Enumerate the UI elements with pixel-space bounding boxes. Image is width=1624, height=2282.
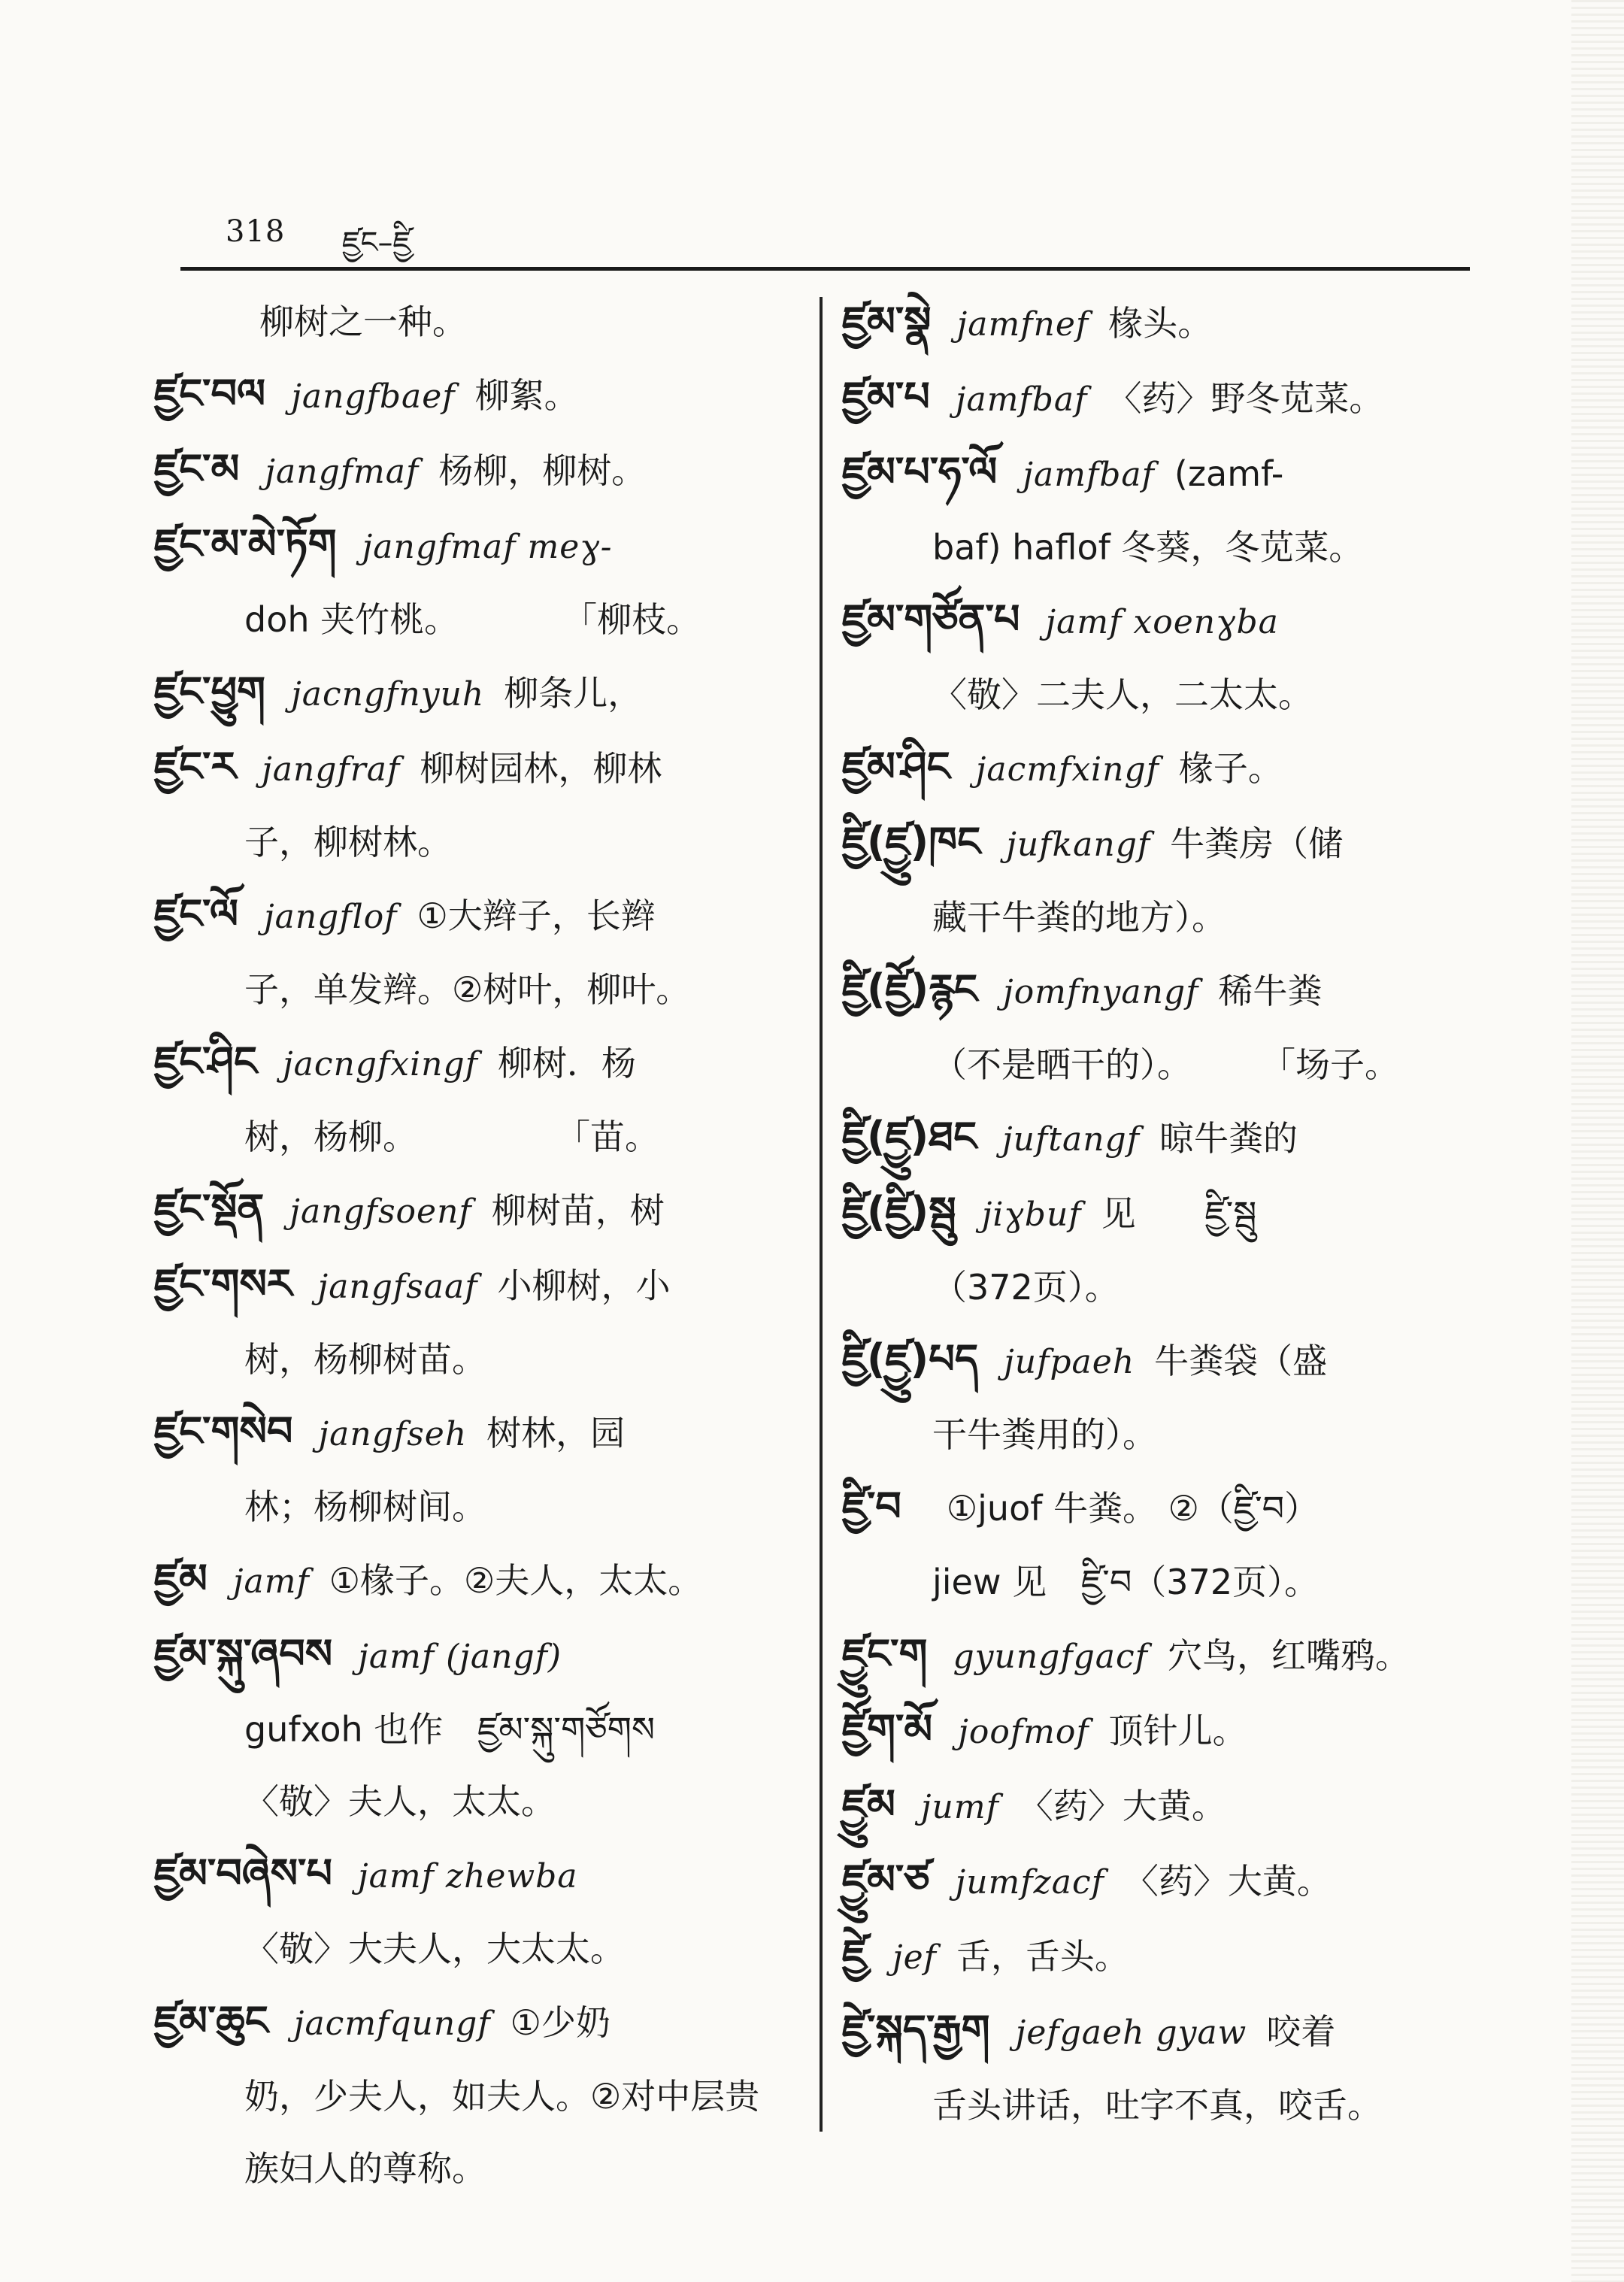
- romanization: jacngfxingf: [282, 1045, 478, 1083]
- tibetan-headword: ཛྱང་སྡོན: [154, 1185, 265, 1232]
- entry-headline: [842, 806, 1474, 881]
- romanization: jangfbaef: [291, 377, 456, 416]
- romanization: joofmof: [958, 1713, 1089, 1751]
- dictionary-entry: [154, 358, 801, 433]
- tibetan-headword: ཛྱོག་མོ: [842, 1705, 933, 1753]
- running-head: ཛྱང–ཛྱི: [342, 226, 411, 260]
- entry-headline: [842, 1176, 1474, 1251]
- column-divider: [820, 297, 823, 2132]
- definition: ①椽子。②夫人，太太。: [329, 1560, 703, 1601]
- definition: 顶针儿。: [1108, 1711, 1247, 1751]
- definition: 〈药〉大黄。: [1123, 1861, 1332, 1902]
- definition-continuation: doh 夹竹桃。 「柳枝。: [244, 599, 701, 640]
- dictionary-entry: [842, 1919, 1474, 1994]
- tibetan-headword: ཛྱང་ལོ: [154, 890, 238, 938]
- dictionary-entry: [842, 1323, 1474, 1471]
- entry-headline: [154, 656, 801, 731]
- entry-headline: [154, 433, 801, 508]
- romanization: jangfmaf: [265, 453, 420, 491]
- romanization: gyungfgacf: [953, 1638, 1148, 1676]
- tibetan-headword: ཛྱམ་གཙོན་པ: [842, 596, 1020, 643]
- definition-continuation: 藏干牛粪的地方）。: [932, 897, 1226, 938]
- romanization: jufkangf: [1006, 826, 1151, 864]
- entry-headline: [842, 436, 1474, 511]
- definition-continuation: 舌头讲话，吐字不真，咬舌。: [932, 2085, 1382, 2126]
- definition: 〈药〉野冬苋菜。: [1107, 378, 1384, 419]
- romanization: jacmfqungf: [293, 2005, 491, 2043]
- tibetan-headword: ཛྱམ་པ་ཧ་ལོ: [842, 448, 998, 495]
- definition: ①少奶: [510, 2002, 611, 2043]
- dictionary-entry: [154, 1838, 801, 1985]
- definition-continuation: 子，柳树林。: [244, 822, 452, 862]
- dictionary-entry: [154, 2132, 801, 2205]
- tibetan-headword: ཛྱམ་སྣེ: [842, 298, 932, 345]
- tibetan-headword: ཛྱེ་སྐད་རྒྱག: [842, 2006, 990, 2053]
- entry-headline: [154, 878, 801, 953]
- romanization: jacngfnyuh: [291, 675, 485, 714]
- entry-headline: [154, 1838, 801, 1913]
- romanization: jamf (jangf): [358, 1638, 562, 1676]
- definition: 晾牛粪的: [1159, 1118, 1298, 1159]
- definition: ①大辫子，长辫: [417, 896, 656, 936]
- definition: 牛粪袋（盛: [1154, 1341, 1328, 1381]
- definition: 咬着: [1266, 2011, 1336, 2052]
- dictionary-entry: [842, 361, 1474, 436]
- dictionary-entry: [154, 1618, 801, 1765]
- page-number: 318: [226, 214, 286, 249]
- right-column: [842, 286, 1474, 2141]
- romanization: jangfmaf meɣ-: [362, 528, 613, 566]
- definition-continuation: 〈敬〉二夫人，二太太。: [932, 674, 1313, 715]
- dictionary-entry: [154, 1396, 801, 1543]
- tibetan-headword: ཛྱམ་སྐུ་ཞབས: [154, 1630, 333, 1677]
- definition: 柳树苗，树: [491, 1190, 665, 1231]
- definition: 椽子。: [1178, 748, 1283, 789]
- romanization: jef: [892, 1938, 937, 1977]
- entry-headline: [842, 1101, 1474, 1176]
- entry-headline: [842, 1994, 1474, 2069]
- dictionary-entry: [842, 1693, 1474, 1768]
- romanization: juftangf: [1002, 1120, 1140, 1159]
- romanization: jufpaeh: [1004, 1343, 1135, 1381]
- dictionary-entry: [842, 1471, 1474, 1618]
- tibetan-headword: ཛྱང་ཤིང: [154, 1038, 257, 1085]
- definition: 柳树．杨: [497, 1043, 636, 1083]
- definition-continuation: 〈敬〉夫人，太太。: [244, 1781, 556, 1822]
- dictionary-entry: [154, 1026, 801, 1173]
- entry-headline: [154, 1543, 801, 1618]
- dictionary-entry: [154, 1543, 801, 1618]
- romanization: jamf: [232, 1562, 310, 1601]
- romanization: jamfnef: [956, 305, 1089, 344]
- definition: 小柳树，小: [497, 1265, 671, 1306]
- entry-headline: [154, 286, 801, 358]
- entry-headline: [154, 1396, 801, 1471]
- dictionary-entry: [842, 953, 1474, 1101]
- dictionary-entry: [842, 806, 1474, 953]
- definition-continuation: 林；杨柳树间。: [244, 1486, 486, 1527]
- entry-headline: [154, 1618, 801, 1693]
- definition-continuation: 〈敬〉大夫人，大太太。: [244, 1929, 625, 1969]
- entry-headline: [154, 731, 801, 806]
- romanization: jefgaeh gyaw: [1015, 2014, 1247, 2052]
- dictionary-entry: [154, 878, 801, 1026]
- entry-headline: [842, 361, 1474, 436]
- tibetan-headword: ཛྱང་གསེབ: [154, 1408, 293, 1455]
- definition: 柳树园林，柳林: [420, 748, 662, 789]
- dictionary-entry: [154, 656, 801, 731]
- tibetan-headword: ཛྱི(ཛྱོ)རྙང: [842, 965, 978, 1013]
- dictionary-entry: [154, 1985, 801, 2132]
- tibetan-headword: ཛྱང་མ་མེ་ཏོག: [154, 520, 337, 568]
- entry-headline: [842, 1693, 1474, 1768]
- tibetan-headword: ཛྱི་བ: [842, 1483, 901, 1530]
- entry-headline: [842, 731, 1474, 806]
- romanization: jiɣbuf: [981, 1196, 1082, 1234]
- left-column: [154, 286, 801, 2205]
- tibetan-headword: ཛྱི(ཛྱུ)ཐང: [842, 1113, 977, 1160]
- dictionary-entry: [154, 433, 801, 508]
- tibetan-headword: ཛྱི(ཛྱུ)ཁང: [842, 818, 981, 865]
- dictionary-entry: [842, 1618, 1474, 1693]
- entry-headline: [842, 1768, 1474, 1844]
- tibetan-headword: ཛྱང་ར: [154, 743, 237, 790]
- romanization: jangfsoenf: [289, 1193, 472, 1231]
- romanization: jangfsaaf: [317, 1268, 478, 1306]
- definition: 杨柳，柳树。: [438, 450, 647, 491]
- romanization: jumf: [920, 1788, 999, 1826]
- definition: 见 ཛྱི་སྦུ: [1101, 1193, 1257, 1234]
- tibetan-headword: ཛྱི(ཛྱི)སྦུ: [842, 1188, 956, 1235]
- entry-headline: [154, 1173, 801, 1248]
- tibetan-headword: ཛྱུང་ག: [842, 1630, 928, 1677]
- romanization: jangfraf: [262, 750, 401, 789]
- definition: ①juof 牛粪。 ②（ཛྱི་བ）: [946, 1488, 1320, 1529]
- entry-headline: [842, 1919, 1474, 1994]
- tibetan-headword: ཛྱམ་པ: [842, 373, 930, 420]
- tibetan-headword: ཛྱང་གསར: [154, 1260, 292, 1308]
- dictionary-entry: [842, 583, 1474, 731]
- entry-headline: [154, 508, 801, 583]
- romanization: jomfnyangf: [1003, 973, 1199, 1011]
- dictionary-entry: [842, 1994, 1474, 2141]
- definition: 柳絮。: [474, 375, 579, 416]
- definition-continuation: 族妇人的尊称。: [244, 2148, 486, 2189]
- definition-continuation: 干牛粪用的）。: [932, 1414, 1157, 1455]
- entry-headline: [842, 1323, 1474, 1399]
- dictionary-entry: [842, 286, 1474, 361]
- definition-continuation: baf) haflof 冬葵，冬苋菜。: [932, 527, 1364, 568]
- dictionary-entry: [154, 1765, 801, 1838]
- entry-headline: [842, 1618, 1474, 1693]
- header-rule: [180, 267, 1470, 271]
- entry-headline: [842, 1471, 1474, 1546]
- romanization: jamfbaf: [955, 380, 1088, 419]
- tibetan-headword: ཛྱང་མ: [154, 445, 240, 492]
- entry-headline: [842, 286, 1474, 361]
- entry-headline: [154, 1026, 801, 1101]
- definition: 〈药〉大黄。: [1018, 1786, 1226, 1826]
- entry-headline: [842, 953, 1474, 1029]
- tibetan-headword: ཛྱམ་ཆུང: [154, 1997, 268, 2044]
- tibetan-headword: ཛྱི(ཛྱུ)པད: [842, 1335, 979, 1383]
- romanization: jamf zhewba: [358, 1857, 578, 1896]
- tibetan-headword: ཛྱུམ: [842, 1780, 895, 1828]
- definition-continuation: （不是晒干的）。 「场子。: [932, 1044, 1399, 1085]
- entry-headline: [842, 583, 1474, 659]
- definition-continuation: jiew 见 ཛྱི་བ（372页）。: [932, 1562, 1320, 1602]
- definition: 椽头。: [1108, 303, 1213, 344]
- definition-continuation: 奶，少夫人，如夫人。②对中层贵: [244, 2076, 760, 2117]
- tibetan-headword: ཛྱམ་བཞེས་པ: [154, 1850, 333, 1897]
- tibetan-headword: ཛྱང་བལ: [154, 370, 266, 417]
- dictionary-entry: [842, 731, 1474, 806]
- definition: 稀牛粪: [1218, 971, 1323, 1011]
- definition-continuation: 子，单发辫。②树叶，柳叶。: [244, 969, 691, 1010]
- tibetan-headword: ཛྱམ: [154, 1555, 208, 1602]
- definition: 柳条儿，: [504, 673, 643, 714]
- dictionary-entry: [154, 286, 801, 358]
- tibetan-headword: ཛྱེ: [842, 1931, 867, 1978]
- dictionary-entry: [842, 436, 1474, 583]
- dictionary-entry: [842, 1176, 1474, 1323]
- dictionary-entry: [154, 1173, 801, 1248]
- definition: 舌，舌头。: [956, 1936, 1129, 1977]
- dictionary-entry: [842, 1768, 1474, 1844]
- romanization: jacmfxingf: [975, 750, 1159, 789]
- dictionary-entry: [154, 1248, 801, 1396]
- romanization: jamfbaf: [1023, 456, 1155, 494]
- page-header: [226, 214, 1504, 259]
- definition: 树林，园: [486, 1413, 626, 1453]
- entry-headline: [154, 358, 801, 433]
- dictionary-entry: [154, 508, 801, 656]
- romanization: jangfseh: [318, 1415, 468, 1453]
- romanization: jangflof: [263, 898, 398, 936]
- entry-headline: [842, 1844, 1474, 1919]
- definition: 柳树之一种。: [259, 302, 467, 342]
- dictionary-entry: [154, 731, 801, 878]
- romanization: jumfzacf: [955, 1863, 1104, 1902]
- definition-continuation: 树，杨柳。 「苗。: [244, 1117, 659, 1157]
- tibetan-headword: ཛྱུམ་ཙ: [842, 1856, 930, 1903]
- entry-headline: [154, 1248, 801, 1323]
- definition: 牛粪房（储: [1170, 823, 1344, 864]
- definition-continuation: （372页）。: [932, 1267, 1120, 1308]
- romanization: jamf xoenɣba: [1045, 603, 1279, 641]
- tibetan-headword: ཛྱང་ཕྱུག: [154, 668, 266, 715]
- dictionary-entry: [842, 1101, 1474, 1176]
- definition-continuation: 树，杨柳树苗。: [244, 1339, 486, 1380]
- tibetan-headword: ཛྱམ་ཤིང: [842, 743, 950, 790]
- definition-continuation: gufxoh 也作 ཛྱམ་སྐུ་གཙོགས: [244, 1709, 656, 1750]
- dictionary-entry: [842, 1844, 1474, 1919]
- definition: (zamf-: [1174, 453, 1284, 494]
- definition: 穴鸟，红嘴鸦。: [1167, 1635, 1410, 1676]
- entry-headline: [154, 1985, 801, 2060]
- page-edge-shading: [1571, 0, 1624, 2282]
